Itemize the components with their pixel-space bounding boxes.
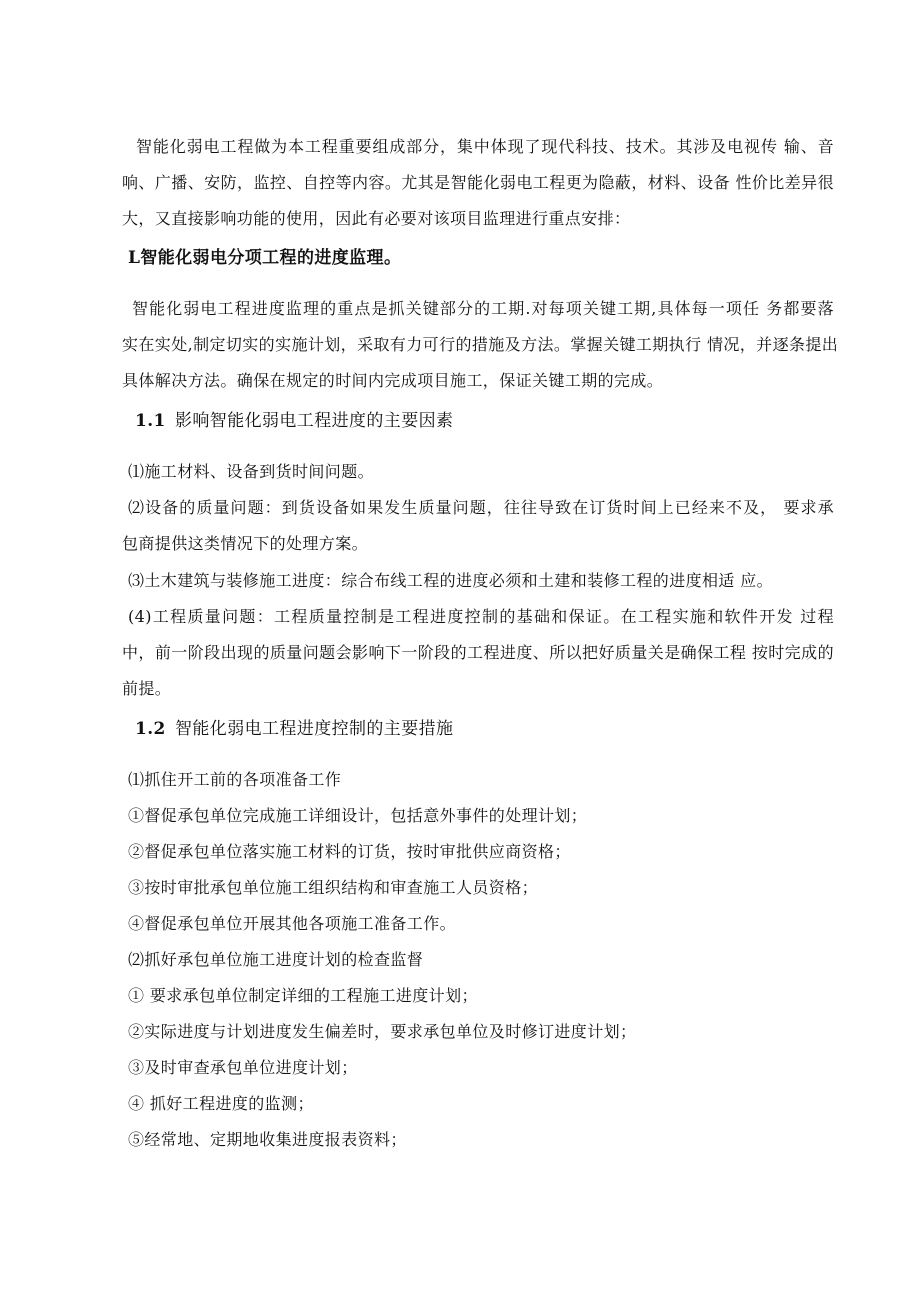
intro-line-1: 智能化弱电工程做为本工程重要组成部分，集中体现了现代科技、技术。其涉及电视传 输、音 — [136, 137, 834, 156]
section-1-1-number: 1.1 — [135, 411, 166, 431]
section-1-1-heading — [135, 411, 453, 431]
section-1-2-title: 智能化弱电工程进度控制的主要措施 — [175, 719, 454, 739]
measure-group-2-item: ②实际进度与计划进度发生偏差时，要求承包单位及时修订进度计划； — [128, 1022, 637, 1041]
factor-item-2-line-2: 包商提供这类情况下的处理方案。 — [122, 534, 369, 553]
factor-item-4-line-2: 中，前一阶段出现的质量问题会影响下一阶段的工程进度、所以把好质量关是确保工程 按时完成的 — [122, 643, 834, 662]
measure-group-1-item: ②督促承包单位落实施工材料的订货，按时审批供应商资格； — [128, 842, 571, 861]
measure-group-2-title: ⑵抓好承包单位施工进度计划的检查监督 — [128, 950, 424, 969]
progress-intro-line-2: 实在实处,制定切实的实施计划，采取有力可行的措施及方法。掌握关键工期执行 情况，并逐条提出 — [122, 335, 839, 354]
intro-line-3: 大，又直接影响功能的使用，因此有必要对该项目监理进行重点安排： — [122, 209, 631, 228]
intro-line-2: 响、广播、安防，监控、自控等内容。尤其是智能化弱电工程更为隐蔽，材料、设备 性价比差异很 — [122, 173, 834, 192]
progress-intro-line-1: 智能化弱电工程进度监理的重点是抓关键部分的工期.对每项关键工期,具体每一项任 务都要落 — [132, 299, 834, 318]
measure-group-1-item: ④督促承包单位开展其他各项施工准备工作。 — [128, 914, 457, 933]
factor-item-4-line-3: 前提。 — [122, 679, 172, 698]
factor-item-1: ⑴施工材料、设备到货时间问题。 — [128, 462, 375, 481]
measure-group-1-item: ①督促承包单位完成施工详细设计，包括意外事件的处理计划； — [128, 806, 588, 825]
section-1-1-title: 影响智能化弱电工程进度的主要因素 — [175, 411, 454, 431]
measure-group-2-item: ③及时审查承包单位进度计划； — [128, 1058, 358, 1077]
measure-group-2-item: ④ 抓好工程进度的监测； — [128, 1094, 314, 1113]
factor-item-3: ⑶土木建筑与装修施工进度：综合布线工程的进度必须和土建和装修工程的进度相适 应。 — [128, 571, 774, 590]
factor-item-2-line-1: ⑵设备的质量问题：到货设备如果发生质量问题，往往导致在订货时间上已经来不及， 要求承 — [128, 498, 834, 517]
measure-group-2-item: ① 要求承包单位制定详细的工程施工进度计划； — [128, 986, 478, 1005]
section-1-2-heading — [135, 719, 453, 739]
measure-group-2-item: ⑤经常地、定期地收集进度报表资料； — [128, 1130, 407, 1149]
progress-intro-line-3: 具体解决方法。确保在规定的时间内完成项目施工，保证关键工期的完成。 — [122, 371, 664, 390]
measure-group-1-item: ③按时审批承包单位施工组织结构和审查施工人员资格； — [128, 878, 539, 897]
section-1-2-number: 1.2 — [135, 719, 166, 739]
section-l-heading: L智能化弱电分项工程的进度监理。 — [128, 248, 402, 268]
factor-item-4-line-1: (4)工程质量问题：工程质量控制是工程进度控制的基础和保证。在工程实施和软件开发 过程 — [128, 607, 834, 626]
measure-group-1-title: ⑴抓住开工前的各项准备工作 — [128, 770, 342, 789]
